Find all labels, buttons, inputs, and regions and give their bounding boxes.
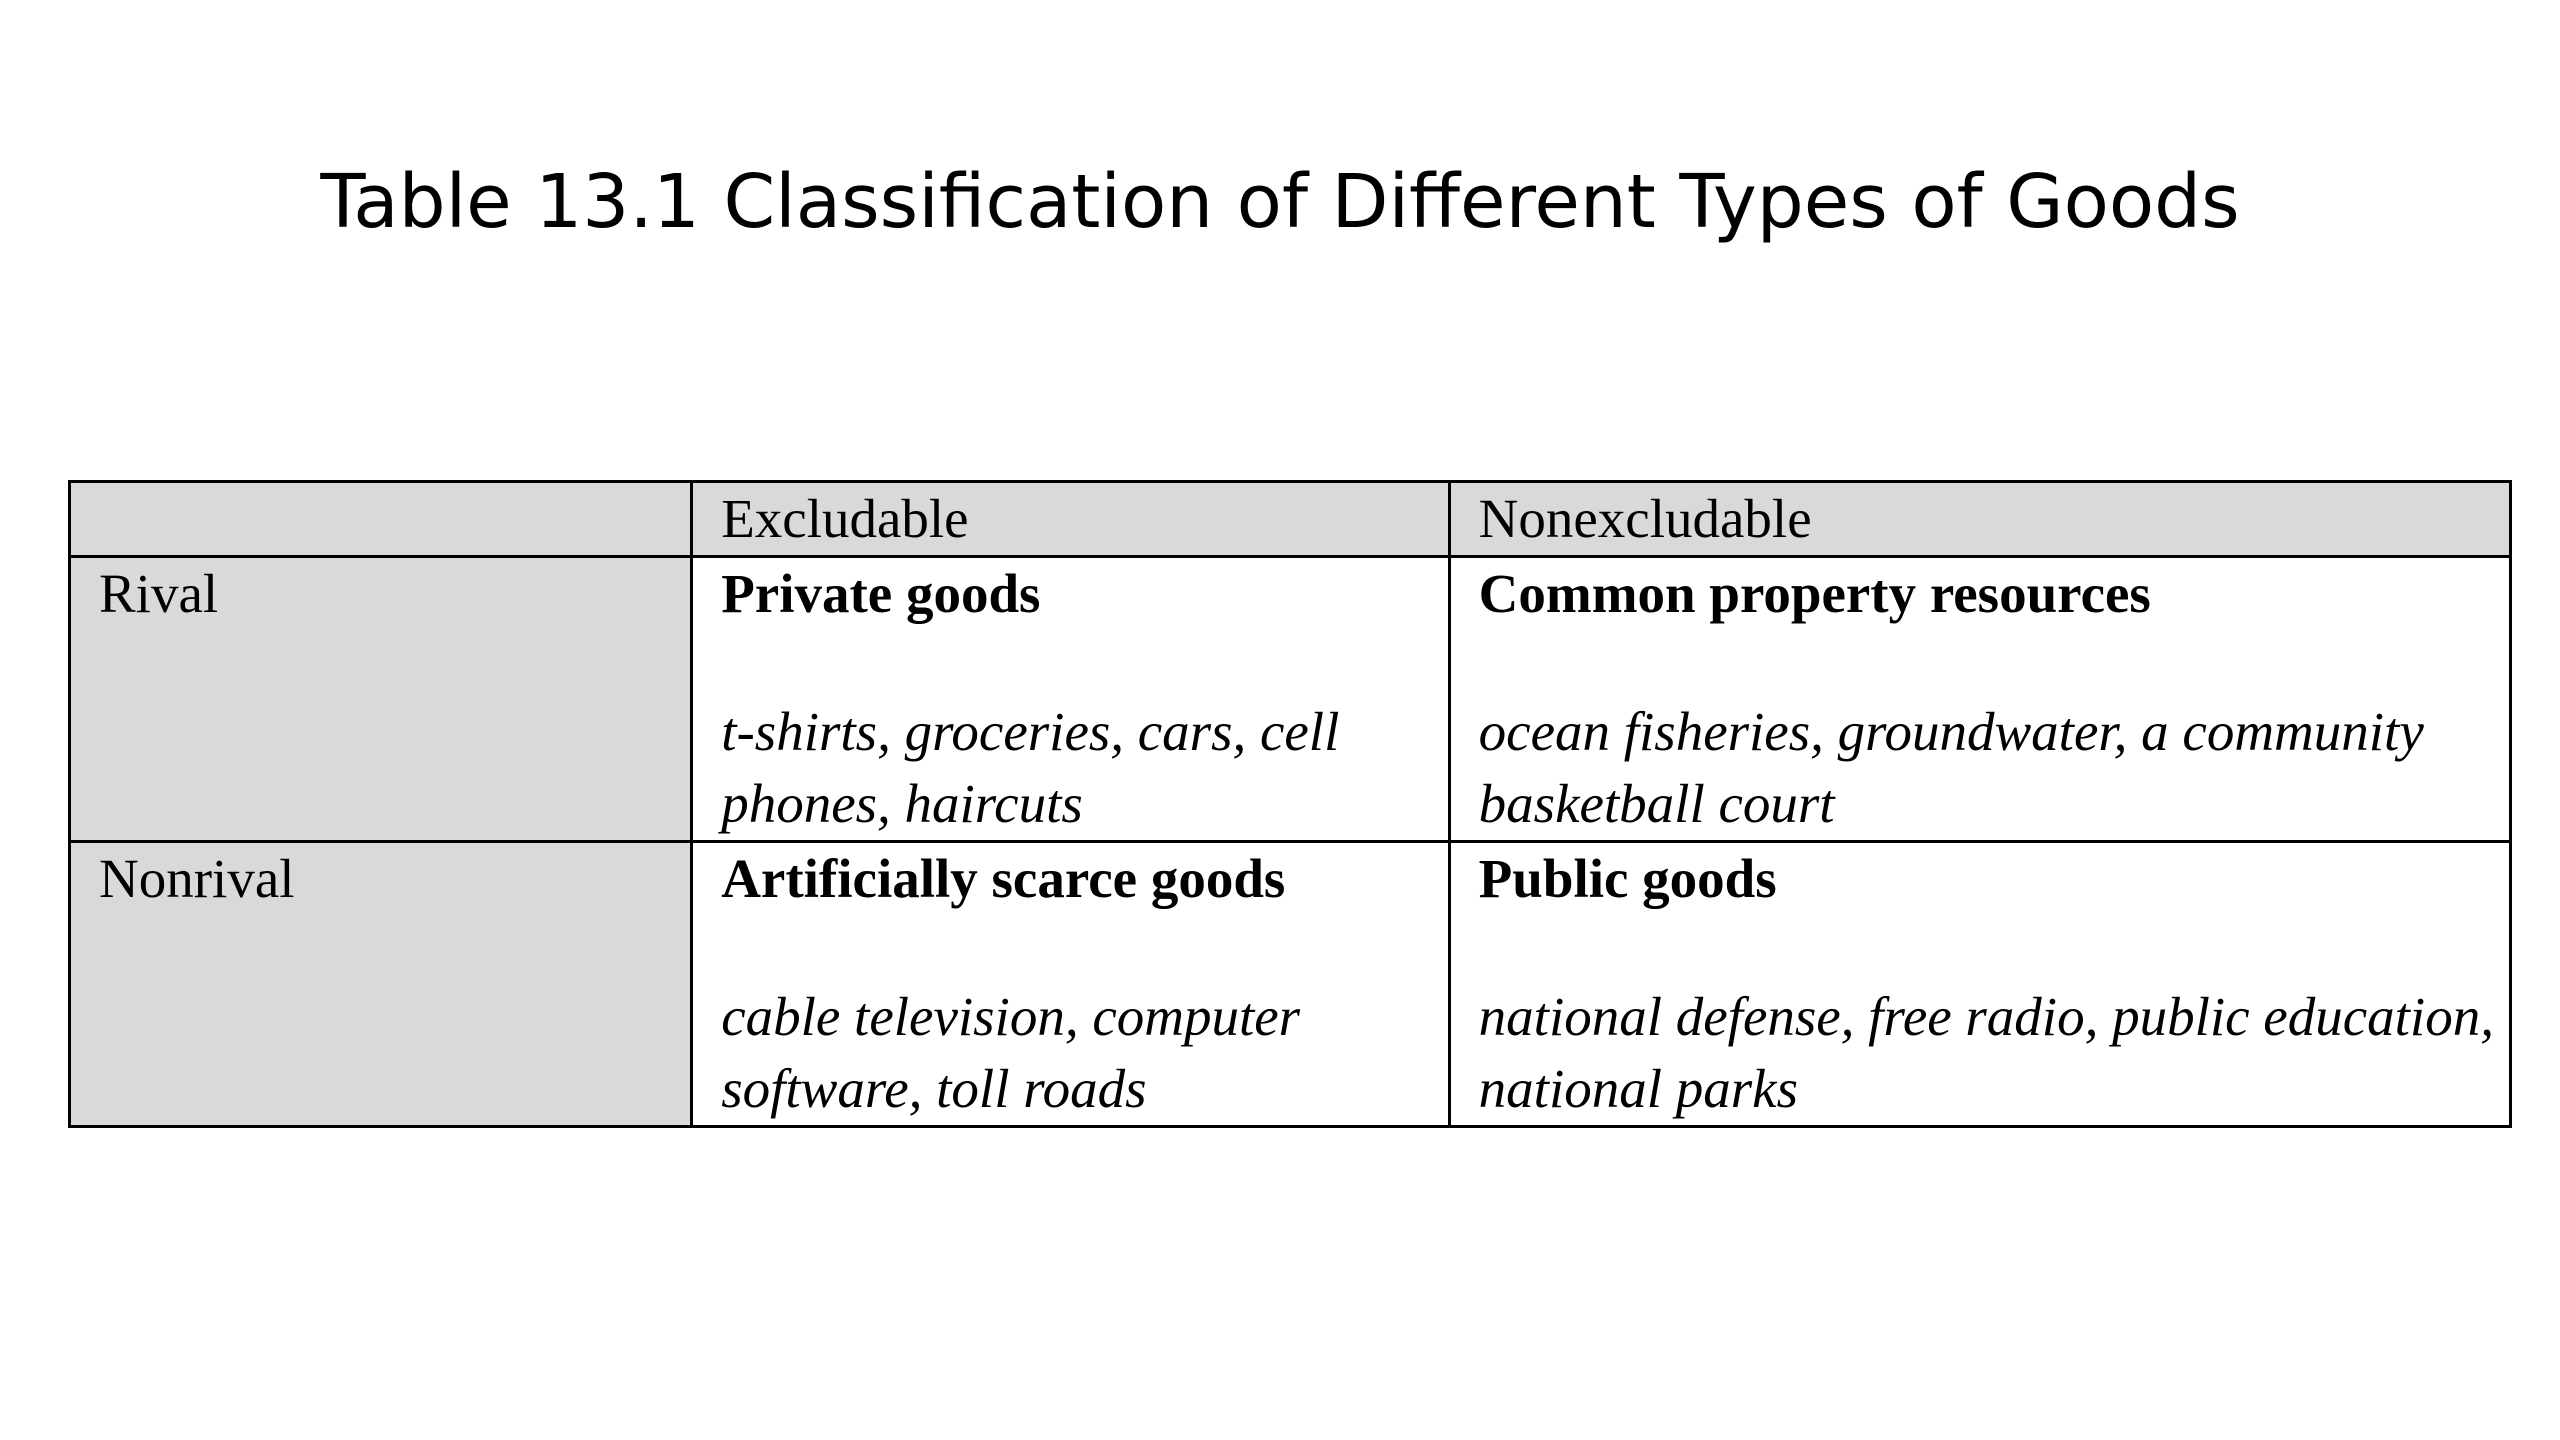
cell-rival-nonexcludable xyxy=(1449,557,2510,842)
row-label-rival: Rival xyxy=(70,557,692,842)
table-header-row xyxy=(70,482,2511,557)
examples-common-property: ocean fisheries, groundwater, a community basketball court xyxy=(1478,701,2424,834)
examples-public-goods: national defense, free radio, public education, national parks xyxy=(1478,986,2494,1119)
header-corner-cell xyxy=(70,482,692,557)
category-public-goods: Public goods xyxy=(1478,848,1777,909)
cell-nonrival-excludable xyxy=(692,842,1449,1127)
header-nonexcludable: Nonexcludable xyxy=(1449,482,2510,557)
header-excludable: Excludable xyxy=(692,482,1449,557)
cell-rival-excludable xyxy=(692,557,1449,842)
row-label-nonrival: Nonrival xyxy=(70,842,692,1127)
examples-private-goods: t-shirts, groceries, cars, cell phones, haircuts xyxy=(721,701,1340,834)
category-common-property: Common property resources xyxy=(1478,563,2151,624)
table-row-nonrival xyxy=(70,842,2511,1127)
category-artificially-scarce: Artificially scarce goods xyxy=(721,848,1286,909)
category-private-goods: Private goods xyxy=(721,563,1041,624)
table-row-rival xyxy=(70,557,2511,842)
examples-artificially-scarce: cable television, computer software, toll roads xyxy=(721,986,1301,1119)
goods-classification-table xyxy=(68,480,2512,1128)
slide-title: Table 13.1 Classification of Different Types of Goods xyxy=(320,159,2240,245)
cell-nonrival-nonexcludable xyxy=(1449,842,2510,1127)
